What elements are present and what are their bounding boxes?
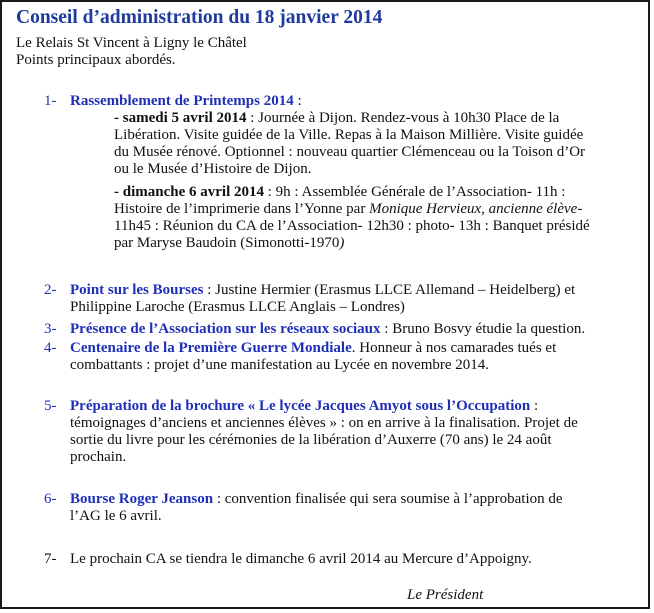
item-3-heading: Présence de l’Association sur les réseaux sociaux xyxy=(70,321,381,337)
sunday-label: - dimanche 6 avril 2014 xyxy=(114,184,264,200)
item-5-heading: Préparation de la brochure « Le lycée Jacques Amyot sous l’Occupation xyxy=(70,398,531,414)
item-4-line-2: combattants : projet d’une manifestation au Lycée en novembre 2014. xyxy=(70,357,490,373)
sunday-line-4: par Maryse Baudoin (Simonotti-1970 xyxy=(114,235,340,251)
item-4-number: 4- xyxy=(44,340,57,356)
item-1-number: 1- xyxy=(44,93,57,109)
sunday-line-2: Histoire de l’imprimerie dans l’Yonne par xyxy=(114,201,370,217)
item-5-line-2: témoignages d’anciens et anciennes élèves » : on en arrive à la finalisation. Projet de xyxy=(70,415,578,431)
item-6-number: 6- xyxy=(44,491,57,507)
item-7-line-1: Le prochain CA se tiendra le dimanche 6 avril 2014 au Mercure d’Appoigny. xyxy=(70,551,532,567)
saturday-line-4: ou le Musée d’Histoire de Dijon. xyxy=(114,161,312,177)
item-1-heading-suffix: : xyxy=(293,93,302,109)
saturday-label: - samedi 5 avril 2014 xyxy=(114,110,247,126)
item-5-line-4: prochain. xyxy=(70,449,127,465)
item-4-heading: Centenaire de la Première Guerre Mondiale xyxy=(70,340,352,356)
page-title: Conseil d’administration du 18 janvier 2014 xyxy=(16,7,383,28)
signature: Le Président xyxy=(407,587,484,603)
item-5 xyxy=(70,398,642,466)
sunday-line-1: : 9h : Assemblée Générale de l’Association- 11h : xyxy=(264,184,566,200)
sunday-line-3: 11h45 : Réunion du CA de l’Association- 12h30 : photo- 13h : Banquet présidé xyxy=(114,218,590,234)
saturday-line-2: Libération. Visite guidée de la Ville. Repas à la Maison Millière. Visite guidée xyxy=(114,127,584,143)
item-6 xyxy=(70,491,642,525)
item-7-number: 7- xyxy=(44,551,57,567)
item-5-line-1: : xyxy=(530,398,539,414)
meeting-location: Le Relais St Vincent à Ligny le Châtel xyxy=(16,35,247,51)
item-1-heading: Rassemblement de Printemps 2014 xyxy=(70,93,294,109)
item-1-saturday xyxy=(114,110,644,178)
item-2-line-2: Philippine Laroche (Erasmus LLCE Anglais – Londres) xyxy=(70,299,405,315)
item-1-heading-line xyxy=(70,93,642,110)
sunday-line-2-italic: Monique Hervieux, ancienne élève- xyxy=(369,201,583,217)
item-3-number: 3- xyxy=(44,321,57,337)
item-1-sunday xyxy=(114,184,644,252)
item-2 xyxy=(70,282,642,316)
item-4-line-1: . Honneur à nos camarades tués et xyxy=(351,340,557,356)
saturday-line-3: du Musée rénové. Optionnel : nouveau quartier Clémenceau ou la Toison d’Or xyxy=(114,144,586,160)
item-6-line-1: : convention finalisée qui sera soumise à l’approbation de xyxy=(213,491,563,507)
item-2-heading: Point sur les Bourses xyxy=(70,282,204,298)
item-6-line-2: l’AG le 6 avril. xyxy=(70,508,162,524)
item-7 xyxy=(70,551,642,568)
saturday-line-1: : Journée à Dijon. Rendez-vous à 10h30 Place de la xyxy=(246,110,560,126)
item-3-line-1: : Bruno Bosvy étudie la question. xyxy=(380,321,586,337)
item-4 xyxy=(70,340,642,374)
sunday-line-4-italic: ) xyxy=(339,235,345,251)
item-3 xyxy=(70,321,642,338)
item-2-number: 2- xyxy=(44,282,57,298)
item-5-line-3: sortie du livre pour les cérémonies de la libération d’Auxerre (70 ans) le 24 août xyxy=(70,432,552,448)
item-6-heading: Bourse Roger Jeanson xyxy=(70,491,214,507)
item-5-number: 5- xyxy=(44,398,57,414)
item-2-line-1: : Justine Hermier (Erasmus LLCE Allemand – Heidelberg) et xyxy=(203,282,576,298)
intro-line: Points principaux abordés. xyxy=(16,52,176,68)
